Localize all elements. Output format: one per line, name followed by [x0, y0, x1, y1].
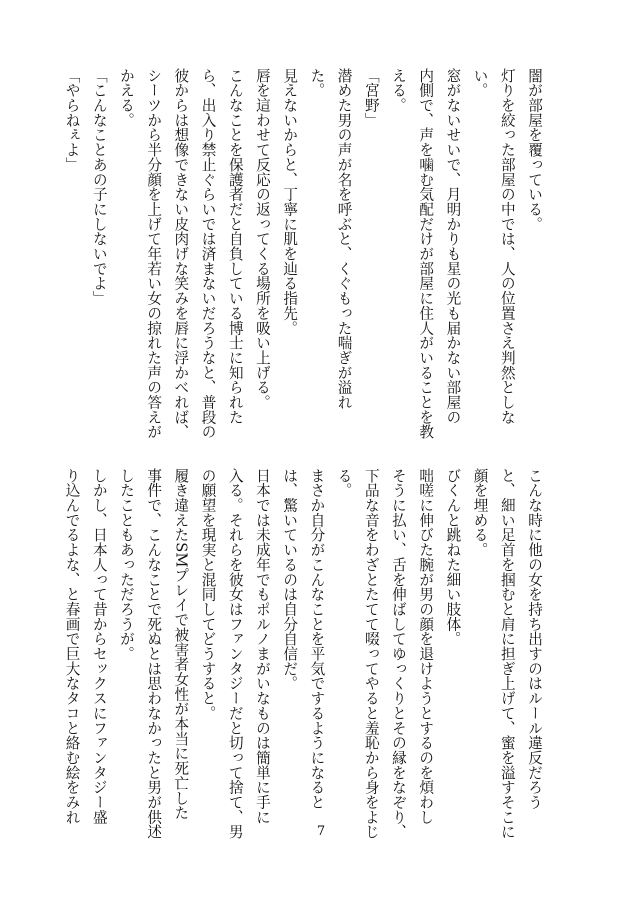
text-line: 下品な音をわざとたてて啜ってやると羞恥から身をよじ	[362, 468, 380, 840]
text-line: は、驚いているのは自分自信だ。	[281, 468, 299, 691]
text-line: 日本では未成年でもポルノまがいなものは簡単に手に	[253, 468, 271, 825]
text-line: い。	[471, 68, 489, 98]
text-line: 「宮野」	[362, 68, 380, 128]
text-line: こんなことを保護者だと自負している博士に知られた	[226, 68, 244, 425]
text-line: 入る。それらを彼女はファンタジーだと切って捨て、男	[226, 468, 244, 840]
text-line: 潜めた男の声が名を呼ぶと、くぐもった喘ぎが溢れ	[335, 68, 353, 410]
lower-text-block	[63, 468, 548, 840]
text-line: 窓がないせいで、月明かりも星の光も届かない部屋の	[444, 68, 462, 425]
upper-text-block	[63, 68, 548, 440]
text-line: しかし、日本人って昔からセックスにファンタジー盛	[90, 468, 108, 825]
text-line: 見えないからと、丁寧に肌を辿る指先。	[281, 68, 299, 336]
page-number: 7	[316, 824, 326, 839]
text-line: シーツから半分顔を上げて年若い女の掠れた声の答えが	[145, 68, 163, 440]
text-line: 灯りを絞った部屋の中では、人の位置さえ判然としな	[498, 68, 516, 425]
text-line: したこともあっただろうが。	[117, 468, 135, 662]
text-line: 内側で、声を噛む気配だけが部屋に住人がいることを教	[417, 68, 435, 440]
text-line: ら、出入り禁止ぐらいでは済まないだろうなと、普段の	[199, 68, 217, 440]
text-line: 闇が部屋を覆っている。	[526, 68, 543, 232]
text-line: た。	[308, 68, 326, 98]
text-line: える。	[389, 68, 407, 113]
text-line: 顔を埋める。	[471, 468, 489, 558]
text-line: 唇を這わせて反応の返ってくる場所を吸い上げる。	[253, 68, 271, 410]
text-line: びくんと跳ねた細い肢体。	[444, 468, 462, 647]
text-line: まさか自分がこんなことを平気でするようになると	[308, 468, 326, 810]
text-line: かえる。	[117, 68, 135, 128]
text-line: 「こんなことあの子にしないでよ」	[90, 68, 108, 306]
text-line: こんな時に他の女を持ち出すのはルール違反だろう	[526, 468, 543, 810]
text-line: 「やらねぇよ」	[63, 68, 81, 172]
text-line: 彼からは想像できない皮肉げな笑みを唇に浮かべれば、	[172, 68, 190, 440]
text-line: る。	[335, 468, 353, 498]
text-line: と、細い足首を掴むと肩に担ぎ上げて、蜜を溢すそこに	[498, 468, 516, 840]
text-line: の願望を現実と混同してどうすると。	[199, 468, 217, 721]
text-line: 履き違えたSMプレイで被害者女性が本当に死亡した	[172, 468, 190, 821]
text-line: 咄嗟に伸びた腕が男の顔を退けようとするのを煩わし	[417, 468, 435, 825]
text-line: 事件で、こんなことで死ぬとは思わなかったと男が供述	[145, 468, 163, 840]
text-line: り込んでるよな、と春画で巨大なタコと絡む絵をみれ	[63, 468, 81, 825]
text-line: そうに払い、舌を伸ばしてゆっくりとその縁をなぞり、	[389, 468, 407, 840]
